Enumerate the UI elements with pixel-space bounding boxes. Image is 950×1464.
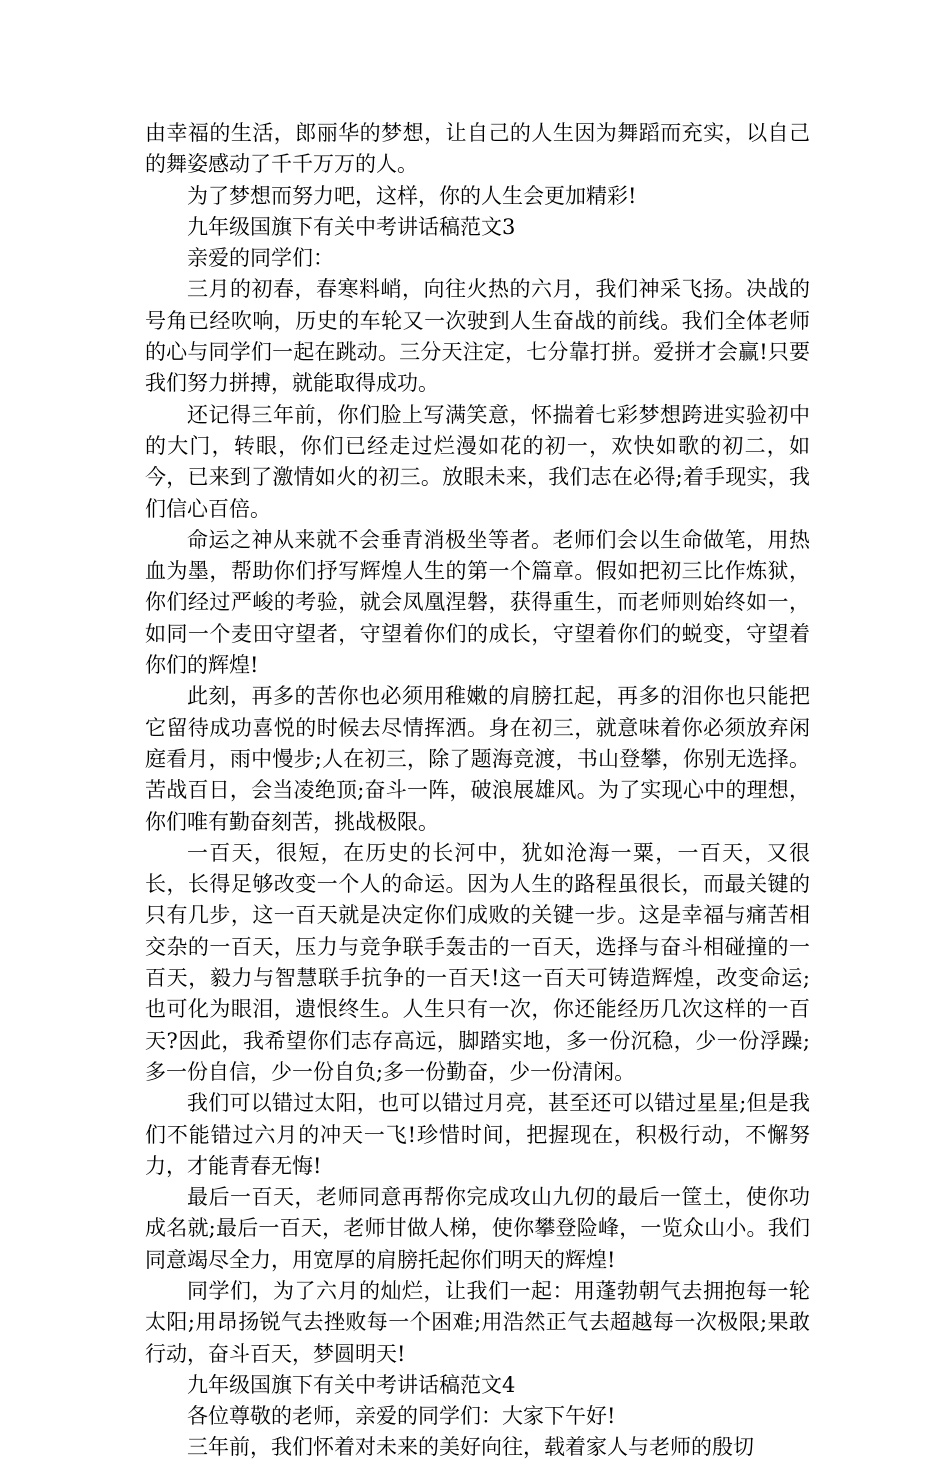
document-body	[145, 118, 810, 1464]
paragraph: 命运之神从来就不会垂青消极坐等者。老师们会以生命做笔，用热血为墨，帮助你们抒写辉煌人生的第一个篇章。假如把初三比作炼狱，你们经过严峻的考验，就会凤凰涅磐，获得重生，而老师则始终如一，如同一个麦田守望者，守望着你们的成长，守望着你们的蜕变，守望着你们的辉煌!	[145, 527, 810, 678]
section-heading-3: 九年级国旗下有关中考讲话稿范文3	[187, 214, 516, 239]
paragraph: 三年前，我们怀着对未来的美好向往，载着家人与老师的殷切	[187, 1435, 754, 1460]
paragraph: 为了梦想而努力吧，这样，你的人生会更加精彩!	[187, 183, 637, 208]
section-heading-4: 九年级国旗下有关中考讲话稿范文4	[187, 1372, 516, 1397]
salutation: 亲爱的同学们：	[187, 246, 334, 271]
paragraph: 此刻，再多的苦你也必须用稚嫩的肩膀扛起，再多的泪你也只能把它留待成功喜悦的时候去尽情挥洒。身在初三，就意味着你必须放弃闲庭看月，雨中慢步;人在初三，除了题海竞渡，书山登攀，你别无选择。苦战百日，会当凌绝顶;奋斗一阵，破浪展雄风。为了实现心中的理想，你们唯有勤奋刻苦，挑战极限。	[145, 684, 810, 834]
paragraph: 三月的初春，春寒料峭，向往火热的六月，我们神采飞扬。决战的号角已经吹响，历史的车轮又一次驶到人生奋战的前线。我们全体老师的心与同学们一起在跳动。三分天注定，七分靠打拼。爱拼才会赢!只要我们努力拼搏，就能取得成功。	[145, 277, 810, 396]
paragraph: 一百天，很短，在历史的长河中，犹如沧海一粟，一百天，又很长，长得足够改变一个人的命运。因为人生的路程虽很长，而最关键的只有几步，这一百天就是决定你们成败的关键一步。这是幸福与痛苦相交杂的一百天，压力与竞争联手轰击的一百天，选择与奋斗相碰撞的一百天，毅力与智慧联手抗争的一百天!这一百天可铸造辉煌，改变命运;也可化为眼泪，遗恨终生。人生只有一次，你还能经历几次这样的一百天?因此，我希望你们志存高远，脚踏实地，多一份沉稳，少一份浮躁;多一份自信，少一份自负;多一份勤奋，少一份清闲。	[145, 840, 810, 1084]
paragraph: 最后一百天，老师同意再帮你完成攻山九仞的最后一筐土，使你功成名就;最后一百天，老师甘做人梯，使你攀登险峰，一览众山小。我们同意竭尽全力，用宽厚的肩膀托起你们明天的辉煌!	[145, 1185, 810, 1272]
paragraph: 还记得三年前，你们脸上写满笑意，怀揣着七彩梦想跨进实验初中的大门，转眼，你们已经走过烂漫如花的初一，欢快如歌的初二，如今，已来到了激情如火的初三。放眼未来，我们志在必得;着手现实，我们信心百倍。	[145, 402, 810, 521]
paragraph: 我们可以错过太阳，也可以错过月亮，甚至还可以错过星星;但是我们不能错过六月的冲天一飞!珍惜时间，把握现在，积极行动，不懈努力，才能青春无悔!	[145, 1091, 810, 1178]
paragraph-continuation: 由幸福的生活，郎丽华的梦想，让自己的人生因为舞蹈而充实，以自己的舞姿感动了千千万万的人。	[145, 121, 810, 177]
salutation: 各位尊敬的老师，亲爱的同学们：大家下午好!	[187, 1404, 616, 1429]
paragraph: 同学们，为了六月的灿烂，让我们一起：用蓬勃朝气去拥抱每一轮太阳;用昂扬锐气去挫败每一个困难;用浩然正气去超越每一次极限;果敢行动，奋斗百天，梦圆明天!	[145, 1278, 810, 1366]
